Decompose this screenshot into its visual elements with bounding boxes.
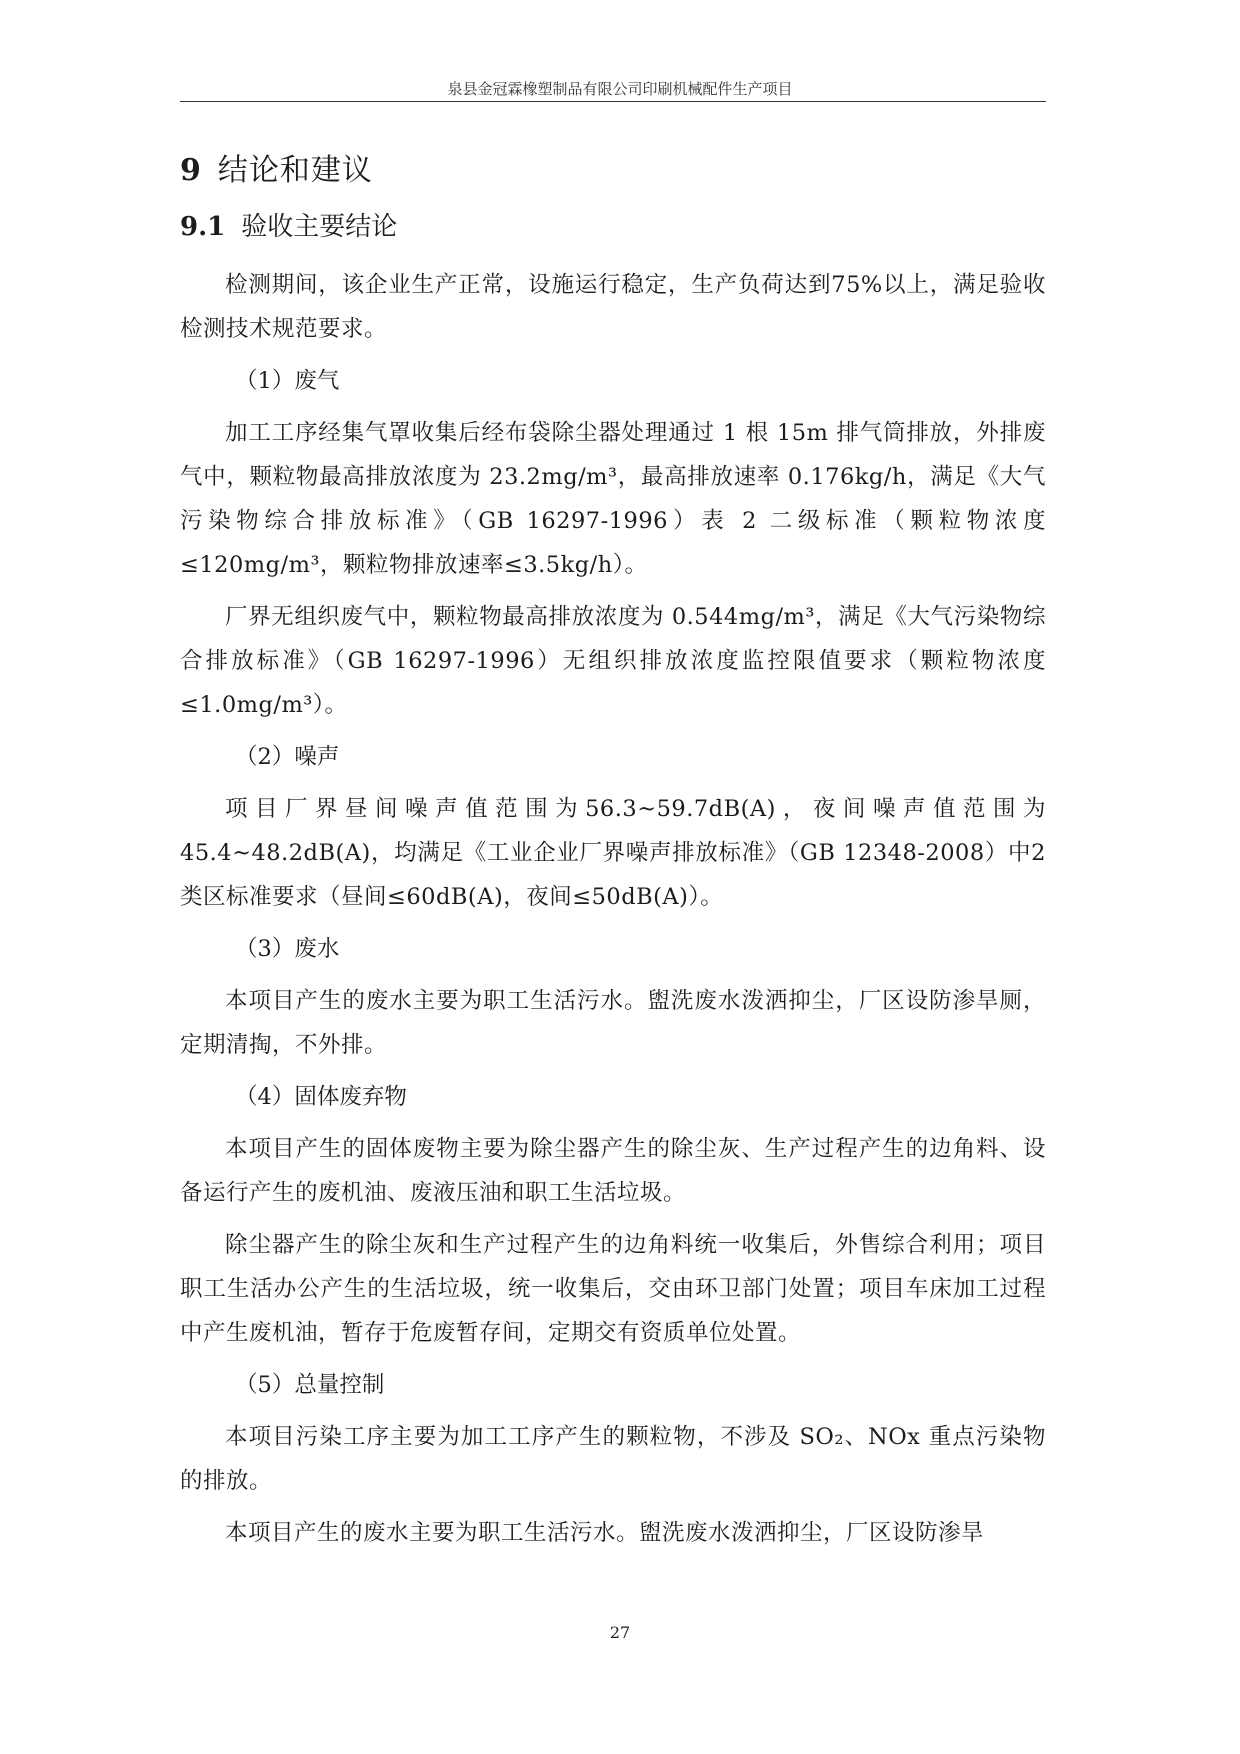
noise-heading: （2）噪声 [235, 744, 340, 770]
running-header: 泉县金冠霖橡塑制品有限公司印刷机械配件生产项目 [447, 80, 793, 98]
noise-paragraph: 项目厂界昼间噪声值范围为56.3~59.7dB(A)，夜间噪声值范围为45.4~48.2dB(A)，均满足《工业企业厂界噪声排放标准》（GB 12348-2008）中2类区标准要求（昼间≤60dB(A)，夜间≤50dB(A)）。 [180, 796, 1046, 910]
total-control-paragraph-1: 本项目污染工序主要为加工工序产生的颗粒物，不涉及 SO₂、NOx 重点污染物的排放。 [180, 1424, 1046, 1494]
page-body [180, 145, 1046, 1563]
wastewater-heading: （3）废水 [235, 936, 340, 962]
wastewater-paragraph: 本项目产生的废水主要为职工生活污水。盥洗废水泼洒抑尘，厂区设防渗旱厕，定期清掏，不外排。 [180, 988, 1046, 1058]
chapter-title: 结论和建议 [217, 153, 373, 188]
solid-waste-paragraph-2: 除尘器产生的除尘灰和生产过程产生的边角料统一收集后，外售综合利用；项目职工生活办公产生的生活垃圾，统一收集后，交由环卫部门处置；项目车床加工过程中产生废机油，暂存于危废暂存间，定期交有资质单位处置。 [180, 1232, 1046, 1346]
section-title: 验收主要结论 [241, 212, 398, 242]
chapter-number: 9 [180, 153, 202, 188]
chapter-heading [180, 145, 1046, 197]
page-number: 27 [609, 1623, 631, 1642]
total-control-heading: （5）总量控制 [235, 1372, 385, 1398]
waste-gas-paragraph-1: 加工工序经集气罩收集后经布袋除尘器处理通过 1 根 15m 排气筒排放，外排废气中，颗粒物最高排放浓度为 23.2mg/m³，最高排放速率 0.176kg/h，满足《大气污染物综合排放标准》（GB 16297-1996）表 2 二级标准（颗粒物浓度≤120mg/m³，颗粒物排放速率≤3.5kg/h）。 [180, 420, 1046, 578]
section-number: 9.1 [180, 212, 226, 242]
total-control-paragraph-2: 本项目产生的废水主要为职工生活污水。盥洗废水泼洒抑尘，厂区设防渗旱 [225, 1520, 985, 1546]
solid-waste-paragraph-1: 本项目产生的固体废物主要为除尘器产生的除尘灰、生产过程产生的边角料、设备运行产生的废机油、废液压油和职工生活垃圾。 [180, 1136, 1046, 1206]
header-rule [180, 101, 1046, 102]
intro-paragraph: 检测期间，该企业生产正常，设施运行稳定，生产负荷达到75%以上，满足验收检测技术规范要求。 [180, 272, 1046, 342]
section-heading [180, 205, 1046, 249]
waste-gas-heading: （1）废气 [235, 368, 340, 394]
solid-waste-heading: （4）固体废弃物 [235, 1084, 407, 1110]
waste-gas-paragraph-2: 厂界无组织废气中，颗粒物最高排放浓度为 0.544mg/m³，满足《大气污染物综合排放标准》（GB 16297-1996）无组织排放浓度监控限值要求（颗粒物浓度≤1.0mg/m³）。 [180, 604, 1046, 718]
